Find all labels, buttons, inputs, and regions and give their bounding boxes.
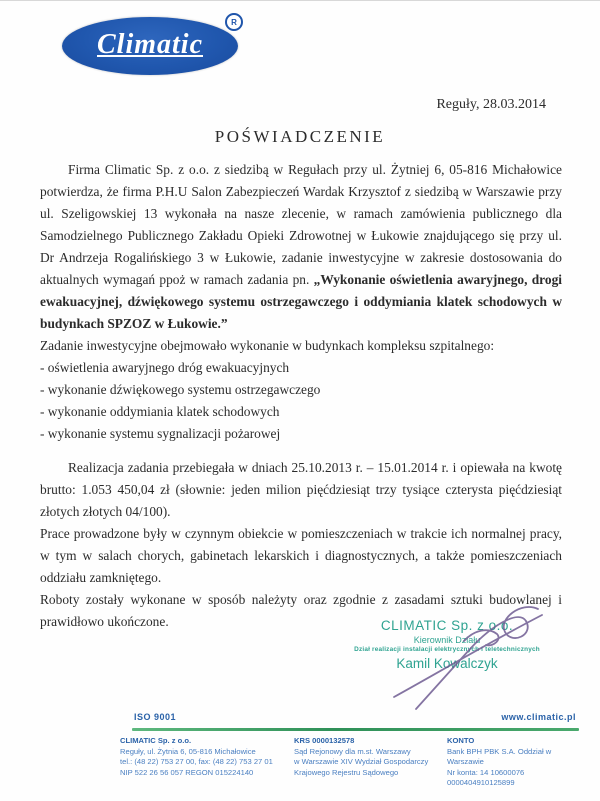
company-stamp <box>330 618 564 673</box>
value-paragraph: Realizacja zadania przebiegała w dniach 25.10.2013 r. – 15.01.2014 r. i opiewała na kwotę brutto: 1.053 450,04 zł (słownie: jeden milion pięćdziesiąt trzy tysiące czterysta pięćdziesiąt złotych złotych 04/100). <box>40 460 562 519</box>
footer-konto-label: KONTO <box>447 736 475 745</box>
scope-list-item: - wykonanie systemu sygnalizacji pożarowej <box>40 426 281 441</box>
footer-bank-column <box>447 736 579 789</box>
task-name-quoted: „Wykonanie oświetlenia awaryjnego, drogi ewakuacyjnej, dźwiękowego systemu ostrzegawczego i oddymiania klatek schodowych w budynkach SPZOZ w Łukowie.” <box>40 272 562 331</box>
logo-wordmark: Climatic <box>97 29 203 60</box>
iso-certification-label: ISO 9001 <box>134 712 177 722</box>
intro-paragraph <box>40 159 562 335</box>
scope-list-item: - oświetlenia awaryjnego dróg ewakuacyjnych <box>40 360 290 375</box>
footer-divider <box>132 728 579 731</box>
stamp-person-name: Kamil Kowalczyk <box>396 656 498 672</box>
stamp-role: Kierownik Działu <box>413 634 481 645</box>
scope-paragraph: Zadanie inwestycyjne obejmowało wykonanie w budynkach kompleksu szpitalnego: <box>40 338 495 353</box>
footer-bank-line: Bank BPH PBK S.A. Oddział w Warszawie <box>447 746 552 767</box>
footer-registry-column <box>294 736 447 789</box>
scope-list <box>40 357 562 445</box>
conclusion-paragraph: Roboty zostały wykonane w sposób należyty oraz zgodnie z zasadami sztuki budowlanej i prawidłowo ukończone. <box>40 592 562 629</box>
footer-address-line: Reguły, ul. Żytnia 6, 05-816 Michałowice <box>120 746 256 756</box>
footer-phone-line: tel.: (48 22) 753 27 00, fax: (48 22) 753 27 01 <box>120 757 273 767</box>
footer-court-line: w Warszawie XIV Wydział Gospodarczy <box>294 757 429 767</box>
stamp-department: Dział realizacji instalacji elektrycznych i teletechnicznych <box>354 646 540 654</box>
document-date: Reguły, 28.03.2014 <box>436 97 546 112</box>
stamp-company-name: CLIMATIC Sp. z o.o. <box>380 618 514 633</box>
logo-ellipse <box>62 17 238 75</box>
intro-paragraph-text: Firma Climatic Sp. z o.o. z siedzibą w Regułach przy ul. Żytniej 6, 05-816 Michałowice potwierdza, że firma P.H.U Salon Zabezpieczeń Wardak Krzysztof z siedzibą w Warszawie przy ul. Szeligowskiej 13 wykonała na nasze zlecenie, w ramach zamówienia publicznego dla Samodzielnego Publicznego Zakładu Opieki Zdrowotnej w Łukowie znajdującego się przy ul. Dr Andrzeja Rogalińskiego 3 w Łukowie, zadanie inwestycyjne w zakresie dostosowania do aktualnych wymagań ppoż w ramach zadania pn. <box>40 162 562 287</box>
document-body <box>40 159 562 633</box>
scope-list-item: - wykonanie dźwiękowego systemu ostrzegawczego <box>40 382 321 397</box>
footer-company-name: CLIMATIC Sp. z o.o. <box>120 736 192 745</box>
scope-list-item: - wykonanie oddymiania klatek schodowych <box>40 404 280 419</box>
conditions-paragraph: Prace prowadzone były w czynnym obiekcie w pomieszczeniach w trakcie ich normalnej pracy, w tym w salach chorych, gabinetach lekarskich i diagnostycznych, a także pomieszczeniach oddziału zamkniętego. <box>40 526 562 585</box>
website-text: www.climatic.pl <box>501 712 576 722</box>
registered-trademark-icon: R <box>225 13 243 31</box>
footer-court-line: Sąd Rejonowy dla m.st. Warszawy <box>294 746 411 756</box>
footer-nip-regon-line: NIP 522 26 56 057 REGON 015224140 <box>120 767 254 777</box>
document-title: POŚWIADCZENIE <box>214 127 386 146</box>
footer-court-line: Krajowego Rejestru Sądowego <box>294 767 399 777</box>
footer-contact-block <box>120 736 579 789</box>
footer-krs-number: KRS 0000132578 <box>294 736 355 745</box>
footer-account-number: Nr konta: 14 10600076 0000404910125899 <box>447 767 525 788</box>
footer-address-column <box>120 736 294 789</box>
company-logo <box>62 17 238 75</box>
